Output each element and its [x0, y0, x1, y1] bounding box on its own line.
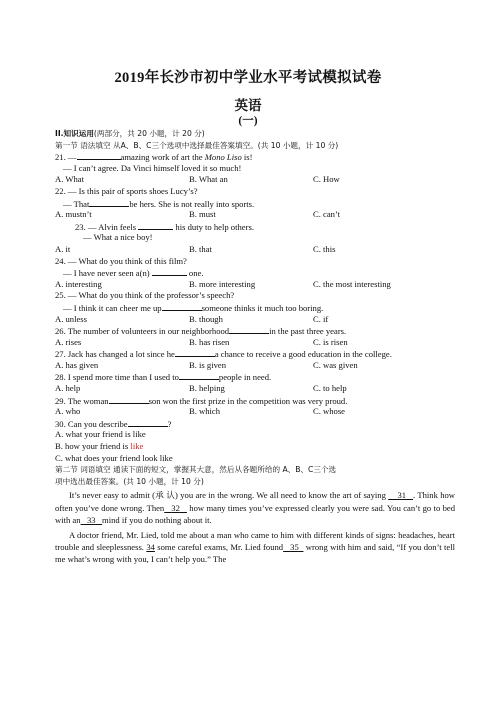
blank-33: 33 [87, 515, 96, 526]
option-c[interactable]: C. what does your friend look like [55, 452, 173, 463]
question-21-options [55, 174, 455, 186]
answer-blank [89, 198, 129, 207]
option-a[interactable]: A. rises [55, 336, 82, 347]
option-a[interactable]: A. interesting [55, 278, 102, 289]
question-26-options [55, 337, 455, 349]
question-29-options [55, 406, 455, 418]
answer-blank [175, 348, 215, 357]
passage-paragraph-1: It’s never easy to admit (承 认) you are in the wrong. We all need to know the art of saying 31 . Think how often you’ve done wrong. Then 32 how many times you’ve expressed clearly you were sad. You can’t go to bed with an 33 mind if you do nothing about it. [55, 490, 456, 526]
option-a[interactable]: A. unless [55, 313, 87, 324]
option-c[interactable]: C. if [313, 313, 329, 324]
question-26: 26. The number of volunteers in our neighborhood in the past three years. [55, 326, 347, 337]
blank-34: 34 [146, 542, 155, 553]
question-22: 22. — Is this pair of sports shoes Lucy’s? [55, 185, 198, 196]
option-c[interactable]: C. How [313, 174, 340, 185]
question-25-options [55, 314, 455, 326]
exam-content [55, 128, 455, 566]
question-24-options [55, 279, 455, 291]
option-a[interactable]: A. has given [55, 359, 99, 370]
subsection-2-instructions: 第二节 词语填空 通读下面的短文，掌握其大意，然后从各题所给的 A、B、C三个选 [55, 465, 337, 475]
option-a[interactable]: A. help [55, 383, 81, 394]
option-b[interactable]: B. has risen [189, 336, 230, 347]
question-24: 24. — What do you think of this film? [55, 255, 187, 266]
option-b[interactable]: B. which [189, 406, 221, 417]
answer-blank [77, 151, 121, 160]
option-b[interactable]: B. is given [189, 359, 227, 370]
question-22-reply: — That be hers. She is not really into sports. [63, 198, 255, 209]
answer-blank [179, 371, 219, 380]
option-c[interactable]: C. was given [313, 359, 358, 370]
option-c[interactable]: C. to help [313, 383, 347, 394]
option-b[interactable]: B. more interesting [189, 278, 256, 289]
blank-31: 31 [397, 490, 407, 501]
question-28: 28. I spend more time than I used to people in need. [55, 372, 272, 383]
option-c[interactable]: C. can’t [313, 209, 341, 220]
option-a[interactable]: A. what your friend is like [55, 429, 146, 440]
option-a[interactable]: A. it [55, 243, 71, 254]
question-27-options [55, 360, 455, 372]
section-heading [55, 128, 455, 140]
option-a[interactable]: A. mustn’t [55, 209, 92, 220]
option-b[interactable]: B. helping [189, 383, 225, 394]
question-30: 30. Can you describe ? [55, 418, 172, 429]
subsection-2-instructions-cont: 项中选出最佳答案。(共 10 小题，计 10 分) [55, 476, 204, 486]
section-heading-bold: II.知识运用 [55, 129, 94, 138]
question-25-reply: — I think it can cheer me up someone thinks it much too boring. [63, 302, 324, 313]
section-heading-rest: (两部分，共 20 小题，计 20 分) [93, 129, 205, 138]
option-a[interactable]: A. who [55, 406, 81, 417]
answer-blank [152, 267, 187, 276]
option-b[interactable]: B. though [189, 313, 223, 324]
question-27: 27. Jack has changed a lot since he a chance to receive a good education in the college. [55, 349, 392, 360]
blank-32: 32 [171, 502, 180, 513]
answer-blank [138, 221, 173, 230]
question-23-reply: — What a nice boy! [83, 232, 153, 243]
blank-35: 35 [290, 542, 299, 553]
question-29: 29. The woman son won the first prize in the competition was very proud. [55, 395, 348, 406]
subject-title: 英语 [234, 98, 262, 113]
highlighted-word: like [130, 441, 144, 452]
option-b[interactable]: B. What an [189, 174, 228, 185]
option-b[interactable]: B. that [189, 243, 212, 254]
exam-title: 2019年长沙市初中学业水平考试模拟试卷 [114, 70, 382, 86]
answer-blank [109, 395, 149, 404]
option-c[interactable]: C. is risen [313, 336, 348, 347]
question-25: 25. — What do you think of the professor’s speech? [55, 290, 235, 301]
question-21: 21. — amazing work of art the Mono Liso is! [55, 152, 253, 163]
passage-paragraph-2: A doctor friend, Mr. Lied, told me about a man who came to him with different kinds of signs: headaches, heart trouble and sleeplessness. 34 some careful exams, Mr. Lied found 35 wrong with him and said, “If you don’t tell me what’s wrong with you, I can’t help you.” The [55, 529, 456, 565]
option-c[interactable]: C. the most interesting [313, 278, 391, 289]
part-number: (一) [238, 115, 258, 127]
question-22-options [55, 209, 455, 221]
question-23-options [55, 244, 455, 256]
subsection-1-instructions: 第一节 语法填空 从A、B、C三个选项中选择最佳答案填空。(共 10 小题，计 10 分) [55, 140, 339, 150]
answer-blank [162, 302, 202, 311]
option-b[interactable]: B. must [189, 209, 216, 220]
question-21-reply: — I can’t agree. Da Vinci himself loved it so much! [63, 162, 242, 173]
option-a[interactable]: A. What [55, 174, 84, 185]
question-28-options [55, 383, 455, 395]
option-c[interactable]: C. whose [313, 406, 345, 417]
option-b[interactable]: B. how your friend is like [55, 441, 144, 452]
question-24-reply: — I have never seen a(n) one. [63, 268, 204, 279]
answer-blank [229, 325, 269, 334]
question-23: 23. — Alvin feels his duty to help others. [75, 221, 254, 232]
answer-blank [128, 418, 168, 427]
option-c[interactable]: C. this [313, 243, 336, 254]
